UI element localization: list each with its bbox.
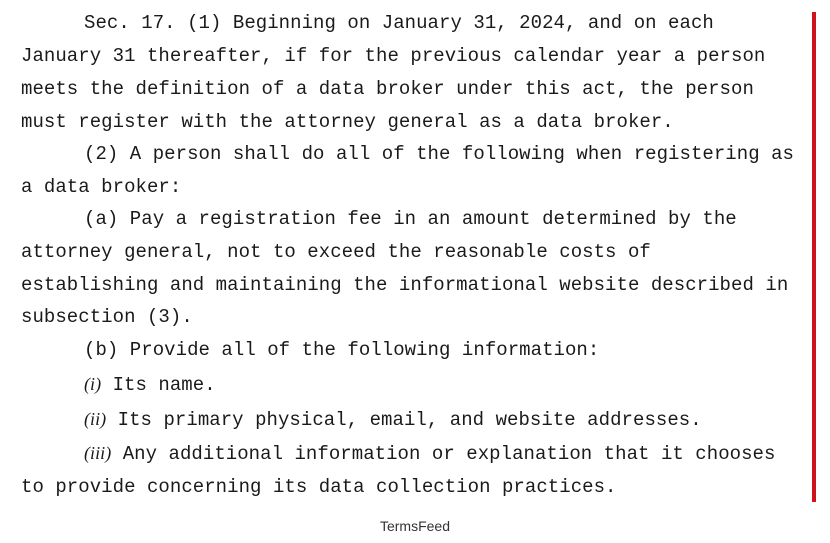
paragraph-a-line-1: (a) Pay a registration fee in an amount determined by the [84,208,737,230]
item-i-text: Its name. [101,374,216,396]
item-iii-text: Any additional information or explanation that it chooses [111,443,776,465]
roman-marker-ii: (ii) [84,409,107,429]
paragraph-2-line-1: (2) A person shall do all of the following when registering as [84,143,795,165]
paragraph-sec-17-line-4: must register with the attorney general as a data broker. [21,111,674,133]
paragraph-a-line-4: subsection (3). [21,306,193,328]
item-iii-line-1 [84,442,775,465]
item-i [84,373,216,396]
paragraph-2-line-2: a data broker: [21,176,182,198]
roman-marker-iii: (iii) [84,443,112,463]
paragraph-sec-17-line-3: meets the definition of a data broker under this act, the person [21,78,754,100]
roman-marker-i: (i) [84,374,102,394]
item-iii-line-2: to provide concerning its data collection practices. [21,476,617,498]
footer [0,505,830,543]
paragraph-a-line-2: attorney general, not to exceed the reasonable costs of [21,241,651,263]
paragraph-a-line-3: establishing and maintaining the informational website described in [21,274,789,296]
item-ii-text: Its primary physical, email, and website addresses. [106,409,702,431]
revision-margin-bar [812,12,816,502]
paragraph-b-line-1: (b) Provide all of the following information: [84,339,600,361]
paragraph-sec-17-line-1: Sec. 17. (1) Beginning on January 31, 2024, and on each [84,12,714,34]
brand-label: TermsFeed [379,518,451,534]
item-ii [84,408,702,431]
paragraph-sec-17-line-2: January 31 thereafter, if for the previous calendar year a person [21,45,766,67]
